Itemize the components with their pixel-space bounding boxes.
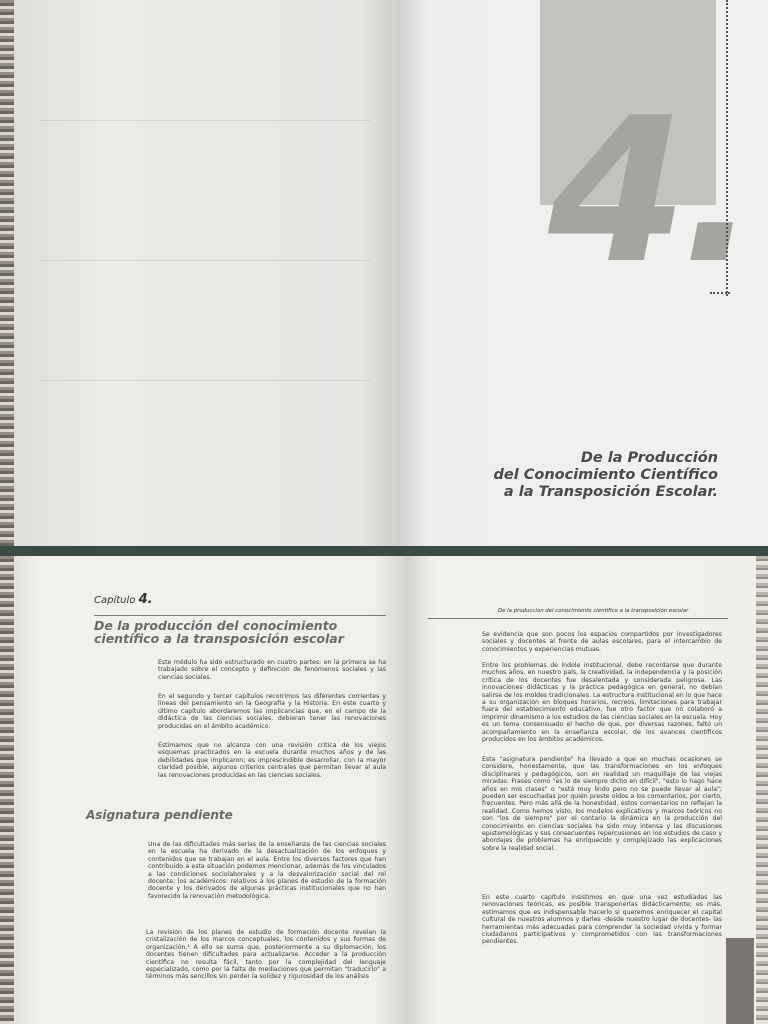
intro-paragraph: Este módulo ha sido estructurado en cuatro partes: en la primera se ha trabajado sobre el concepto y definición de fenómenos sociales y las ciencias sociales. [158,659,386,681]
chapter-title-line: del Conocimiento Científico [493,467,718,483]
show-through-line [40,380,370,381]
section-heading: De la producción del conocimiento científico a la transposición escolar [94,618,344,646]
body-paragraph: Una de las dificultades más serias de la enseñanza de las ciencias sociales en la escuela ha derivado de la desactualización de los enfoques y contenidos que se trabajan en el aula. Entre los diversos factores que han contribuido a esta situación podemos mencionar, además de los vinculados a las condiciones sociolaborales y a la desvalorización social del rol docente; los académicos: relativos a los planes de estudio de la formación docente y los derivados de algunas prácticas institucionales que no han favorecido la renovación metodológica. [148,841,386,900]
body-paragraph: Entre los problemas de índole institucional, debe recordarse que durante muchos años, en nuestro país, la creatividad, la independencia y la posición crítica de los docentes fue desalentada y considerada peligrosa. Las innovaciones didácticas y la práctica pedagógica en general, no debían salirse de los moldes tradicionales. La estructura institucional en lo que hace a su organización en bloques horarios, recreos, limitaciones para trabajar fuera del establecimiento educativo, fue otro factor que no colaboró a imprimir dinamismo a los estudios de las ciencias sociales en la escuela. Hoy es un tema consensuado el hecho de que, por diversas razones, faltó un acompañamiento en la enseñanza escolar, de los avances científicos producidos en los ámbitos académicos. [482,662,722,744]
intro-paragraph: En el segundo y tercer capítulos recorrimos las diferentes corrientes y líneas del pensamiento en la Geografía y la Historia. En este cuarto y último capítulo abordaremos las implicancias que, en el campo de la didáctica de las ciencias sociales, debieran tener las renovaciones producidas en el ámbito académico. [158,693,386,730]
subheading: Asignatura pendiente [86,808,233,822]
show-through-line [40,260,370,261]
body-paragraph: Se evidencia que son pocos los espacios compartidos por investigadores sociales y docentes al frente de aulas escolares, para el intercambio de conocimientos y experiencias mutuas. [482,631,722,653]
chapter-label-text: Capítulo [94,595,136,606]
chapter-label [94,592,153,607]
chapter-label-number: 4. [138,592,153,607]
body-paragraph: En este cuarto capítulo insistimos en que una vez estudiadas las renovaciones teóricas, es posible transponerlas didácticamente; es más, estimamos que es indispensable hacerlo si queremos enriquecer el capital cultural de nuestros alumnos y darles -desde nuestro lugar de docentes- las herramientas más adecuadas para comprender la sociedad vivida y formar ciudadanos participativos y comprometidos con las transformaciones pendientes. [482,894,722,946]
spiral-binding [0,0,14,546]
text-spread [0,556,768,1024]
spiral-binding-right [756,556,768,1024]
spiral-binding [0,556,14,1024]
intro-paragraph: Estimamos que no alcanza con una revisión crítica de los viejos esquemas practicados en la escuela durante muchos años y de las debilidades que implicaron; es imprescindible desarrollar, con la mayor claridad posible, algunos criterios centrales que permitan llevar al aula las renovaciones producidas en las ciencias sociales. [158,742,386,779]
chapter-title-line: De la Producción [580,450,718,466]
dotted-guide-vertical [726,0,728,296]
blank-left-page [0,0,398,546]
chapter-number: 4. [548,75,752,308]
header-rule [94,615,386,616]
body-paragraph: Esta "asignatura pendiente" ha llevado a que en muchas ocasiones se considere, honestamente, que las transformaciones en los enfoques disciplinares y pedagógicos, son en realidad un maquillaje de las viejas miradas. Frases como "es lo de siempre dicho en difícil", "esto lo hago hace años en mis clases" o "está muy lindo pero no se puede llevar al aula"; pueden ser escuchadas por quién preste oídos a los comentarios, por cierto, frecuentes. Pero más allá de la honestidad, estos comentarios no reflejan la realidad. Como hemos visto, los modelos explicativos y marcos teóricos no son "los de siempre" por el contario la dinámica en la producción del conocimiento en ciencias sociales ha sido muy intensa y las discusiones epistemológicas y sus consecuentes repercusiones en los estudios de caso y abordajes de problemas ha enriquecido y complejizado las explicaciones sobre la realidad social. [482,756,722,852]
show-through-line [40,120,370,121]
dotted-guide-horizontal [710,292,730,294]
chapter-title [493,450,718,501]
page-corner-tab [726,938,754,1024]
running-header: De la producción del conocimiento científico a la transposición escolar [498,608,689,614]
body-paragraph: La revisión de los planes de estudio de formación docente revelan la cristalización de los marcos conceptuales, los contenidos y sus formas de organización.¹ A ello se suma que, posteriormente a su diplomación, los docentes tienen dificultades para actualizarse. Acceder a la producción científica no resulta fácil, tanto por la complejidad del lenguaje especializado, como por la falta de mediaciones que permitan "traducirlo" a términos más sencillos sin perder la solidez y rigurosidad de los análisis [146,929,386,981]
background-gap [0,546,768,556]
header-rule [428,618,728,619]
chapter-title-line: a la Transposición Escolar. [503,484,718,500]
